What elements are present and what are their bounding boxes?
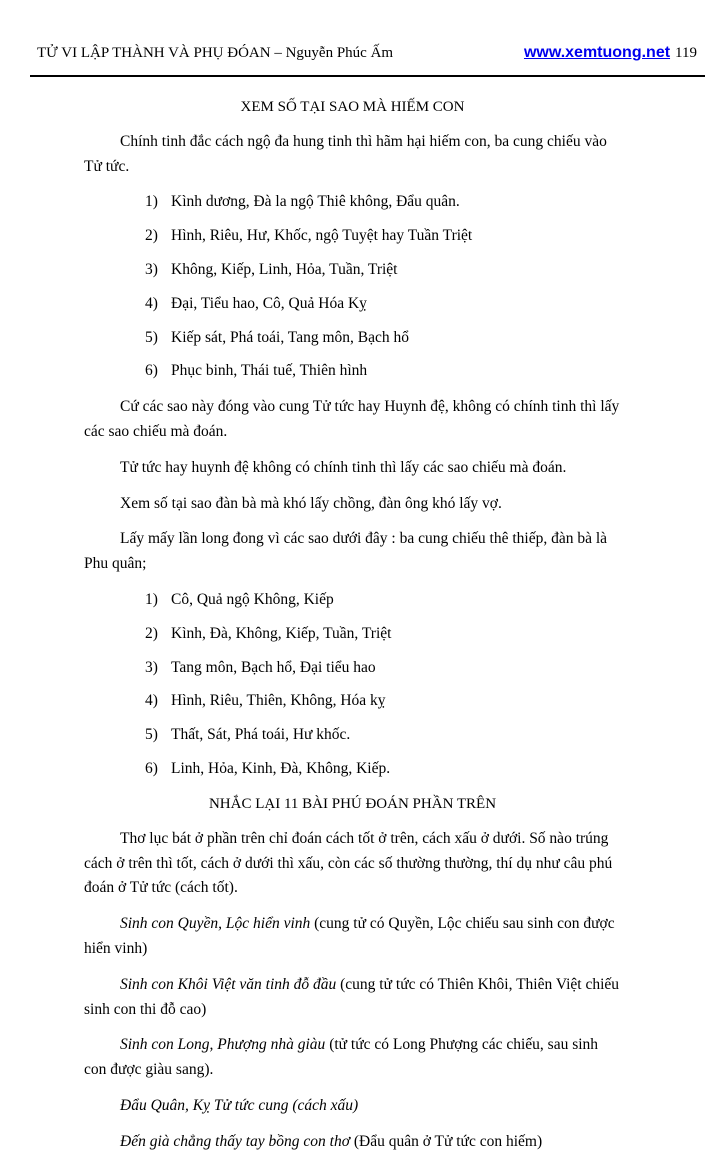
list-item-text: Kiếp sát, Phá toái, Tang môn, Bạch hổ	[171, 328, 409, 346]
verse-note: (Đẩu quân ở Tử tức con hiếm)	[349, 1132, 543, 1150]
list-item-number: 3)	[145, 260, 158, 278]
ordered-list-1	[145, 190, 621, 384]
phu-verse	[84, 1130, 621, 1155]
paragraph: Thơ lục bát ở phần trên chỉ đoán cách tốt ở trên, cách xấu ở dưới. Số nào trúng cách ở trên thì tốt, cách ở dưới thì xấu, còn các số thường thường, thí dụ như câu phú đoán ở Tử tức (cách tốt).	[84, 829, 613, 897]
list-item-number: 4)	[145, 692, 158, 710]
list-item	[145, 588, 621, 613]
list-item-number: 5)	[145, 328, 158, 346]
list-item-number: 4)	[145, 294, 158, 312]
phu-verse	[84, 912, 621, 962]
header-right	[524, 40, 699, 66]
list-item-text: Hình, Riêu, Hư, Khốc, ngộ Tuyệt hay Tuần Triệt	[171, 227, 473, 245]
page-header	[0, 0, 705, 66]
list-item-number: 6)	[145, 759, 158, 777]
verse-italic: Đến già chẳng thấy tay bồng con thơ	[120, 1132, 350, 1150]
verse-note: (cung tử tức có Thiên Khôi, Thiên Việt chiếu sinh con thi đỗ cao)	[84, 975, 620, 1018]
paragraph: Cứ các sao này đóng vào cung Tử tức hay Huynh đệ, không có chính tinh thì lấy các sao chiếu mà đoán.	[84, 398, 620, 440]
list-item-text: Tang môn, Bạch hổ, Đại tiểu hao	[171, 658, 376, 676]
page-number: 119	[675, 45, 697, 61]
list-item	[145, 622, 621, 647]
list-item-number: 5)	[145, 726, 158, 744]
verse-note: (cung tử có Quyền, Lộc chiếu sau sinh con được hiển vinh)	[84, 915, 615, 957]
list-item-number: 1)	[145, 590, 158, 608]
list-item-text: Thất, Sát, Phá toái, Hư khốc.	[171, 726, 351, 744]
section-heading-1: XEM SỐ TẠI SAO MÀ HIẾM CON	[240, 98, 465, 115]
list-item-number: 2)	[145, 624, 158, 642]
paragraph-intro: Chính tinh đắc cách ngộ đa hung tinh thì hãm hại hiếm con, ba cung chiếu vào Tử tức.	[84, 132, 607, 175]
list-item-text: Cô, Quả ngộ Không, Kiếp	[171, 590, 334, 608]
list-item	[145, 359, 621, 384]
list-item	[145, 258, 621, 283]
list-item-number: 2)	[145, 227, 158, 245]
verse-italic: Sinh con Khôi Việt văn tinh đỗ đầu	[120, 975, 337, 993]
verse-italic: Sinh con Long, Phượng nhà giàu	[120, 1036, 326, 1054]
list-item	[145, 292, 621, 317]
paragraph: Tử tức hay huynh đệ không có chính tinh thì lấy các sao chiếu mà đoán.	[120, 458, 567, 476]
phu-verse	[84, 973, 621, 1023]
list-item-text: Không, Kiếp, Linh, Hỏa, Tuần, Triệt	[171, 260, 398, 278]
list-item-text: Kình, Đà, Không, Kiếp, Tuần, Triệt	[171, 624, 392, 642]
paragraph: Lấy mấy lần long đong vì các sao dưới đây : ba cung chiếu thê thiếp, đàn bà là Phu quân;	[84, 530, 608, 573]
page-content	[0, 77, 705, 1155]
website-link[interactable]: www.xemtuong.net	[523, 44, 671, 61]
list-item-text: Phục binh, Thái tuế, Thiên hình	[171, 362, 368, 380]
list-item-number: 1)	[145, 193, 158, 211]
list-item-text: Kình dương, Đà la ngộ Thiê không, Đẩu quân.	[171, 193, 460, 211]
list-item	[145, 689, 621, 714]
book-title: TỬ VI LẬP THÀNH VÀ PHỤ ĐÓAN – Nguyễn Phúc Ấm	[37, 45, 394, 61]
list-item	[145, 757, 621, 782]
list-item	[145, 224, 621, 249]
verse-italic: Đẩu Quân, Kỵ Tử tức cung (cách xấu)	[120, 1096, 359, 1114]
verse-italic: Sinh con Quyền, Lộc hiển vinh	[120, 915, 311, 933]
list-item-number: 3)	[145, 658, 158, 676]
list-item	[145, 326, 621, 351]
ordered-list-2	[145, 588, 621, 782]
list-item	[145, 190, 621, 215]
phu-verse	[84, 1094, 621, 1119]
list-item	[145, 656, 621, 681]
verse-note: (tử tức có Long Phượng các chiếu, sau sinh con được giàu sang).	[84, 1036, 599, 1079]
section-heading-2: NHẮC LẠI 11 BÀI PHÚ ĐOÁN PHẦN TRÊN	[208, 795, 497, 812]
list-item-text: Hình, Riêu, Thiên, Không, Hóa kỵ	[171, 692, 386, 710]
list-item	[145, 723, 621, 748]
list-item-text: Đại, Tiểu hao, Cô, Quả Hóa Kỵ	[171, 294, 367, 312]
phu-verse	[84, 1033, 621, 1083]
paragraph: Xem số tại sao đàn bà mà khó lấy chồng, đàn ông khó lấy vợ.	[120, 494, 502, 512]
list-item-number: 6)	[145, 362, 158, 380]
list-item-text: Linh, Hỏa, Kinh, Đà, Không, Kiếp.	[171, 759, 391, 777]
